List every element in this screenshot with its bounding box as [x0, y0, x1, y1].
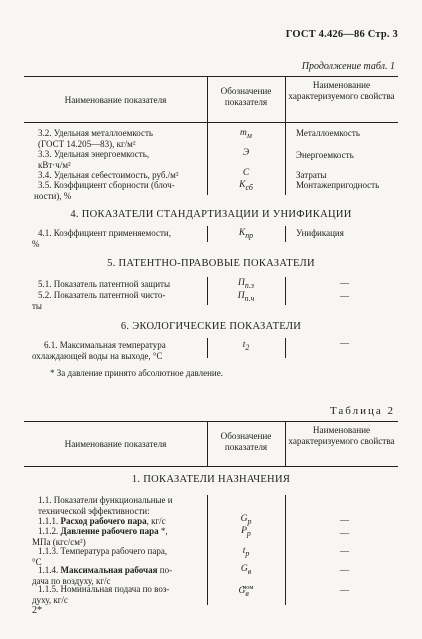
row-symbol: Э	[242, 148, 250, 158]
row-property: —	[340, 528, 349, 538]
table-row-1-1-5: 1.1.5. Номинальная подача по воз- духу, кг/с	[32, 584, 170, 605]
table2-section-title: 1. ПОКАЗАТЕЛИ НАЗНАЧЕНИЯ	[131, 474, 291, 485]
table1-top-rule	[24, 76, 398, 77]
row-symbol: $m_м$	[240, 128, 252, 140]
row-name-line: 3.5. Коэффициент сборности (блоч-	[38, 180, 175, 190]
row-symbol: $P_р$	[241, 526, 251, 538]
table2-col3-header: Наименование характеризуемого свойства	[288, 425, 395, 446]
row-property: —	[340, 546, 349, 556]
intro-line: 1.1. Показатели функциональные и	[38, 495, 173, 505]
column-bar	[285, 338, 286, 358]
continuation-label: Продолжение табл. 1	[301, 61, 395, 72]
table2-col2-header: Обозначение показателя	[220, 431, 272, 452]
table-row-6-1	[32, 340, 166, 361]
table-row-1-1-1: 1.1.1. Расход рабочего пара, кг/с	[38, 516, 166, 526]
table-row-5-2	[32, 290, 166, 311]
row-name-line: МПа (кгс/см²)	[32, 536, 86, 547]
table2-col1-header: Наименование показателя	[64, 439, 167, 449]
row-name-line: 5.1. Показатель патентной защиты	[38, 279, 170, 289]
row-name-line: дача по воздуху, кг/с	[32, 575, 111, 586]
table2-intro	[38, 495, 173, 516]
row-name-line: 3.4. Удельная себестоимость, руб./м²	[38, 170, 179, 180]
row-name-line: охлаждающей воды на выходе, °С	[32, 350, 163, 361]
column-bar	[285, 277, 286, 305]
row-symbol: $П_{п.з}$	[238, 278, 254, 290]
row-symbol: $G_в^{ном}$	[238, 584, 254, 599]
row-property: —	[340, 338, 349, 348]
table1-col2-header: Обозначение показателя	[220, 86, 272, 107]
row-property: —	[340, 565, 349, 575]
row-symbol: $t_2$	[242, 340, 250, 352]
row-property: Металлоемкость	[296, 128, 360, 138]
table-row-3-2	[38, 128, 153, 149]
table-row-1-1-4: 1.1.4. Максимальная рабочая по- дача по воздуху, кг/с	[32, 565, 173, 586]
table2-label: Таблица 2	[329, 405, 395, 417]
footnote: * За давление принято абсолютное давление.	[50, 368, 223, 378]
row-name-line: °С	[32, 556, 42, 567]
row-property: —	[340, 515, 349, 525]
table-row-4-1	[32, 228, 171, 249]
section-6-title: 6. ЭКОЛОГИЧЕСКИЕ ПОКАЗАТЕЛИ	[120, 321, 302, 332]
row-property: Затраты	[296, 170, 327, 180]
row-property: Энергоемкость	[296, 150, 354, 160]
table1-col1-header: Наименование показателя	[64, 95, 167, 105]
table2-top-rule	[24, 421, 398, 422]
table-row-3-4	[38, 170, 179, 181]
row-name-line: кВт·ч/м²	[38, 159, 71, 170]
section-5-title: 5. ПАТЕНТНО-ПРАВОВЫЕ ПОКАЗАТЕЛИ	[107, 258, 315, 269]
row-symbol: $t_р$	[242, 546, 250, 558]
row-name-line: 6.1. Максимальная температура	[44, 340, 166, 350]
row-name-line: 4.1. Коэффициент применяемости,	[38, 228, 171, 238]
row-name-line: ности), %	[34, 190, 72, 201]
row-property: Унификация	[296, 228, 344, 238]
row-symbol: $K_{пр}$	[238, 228, 254, 240]
page-number: 2*	[32, 605, 42, 616]
row-property: —	[340, 291, 349, 301]
section-4-title: 4. ПОКАЗАТЕЛИ СТАНДАРТИЗАЦИИ И УНИФИКАЦИИ	[70, 209, 352, 220]
row-name-line: %	[32, 238, 40, 249]
table-row-3-5	[34, 180, 175, 201]
row-property: —	[340, 278, 349, 288]
page-header: ГОСТ 4.426—86 Стр. 3	[285, 29, 398, 40]
table1-header-rule	[24, 122, 398, 123]
table-row-3-3	[38, 149, 149, 170]
row-symbol: $П_{п.ч}$	[237, 291, 255, 303]
row-name-line: ты	[32, 300, 42, 311]
column-bar	[285, 226, 286, 242]
row-symbol: $G_в$	[240, 564, 252, 576]
row-name-line: 3.3. Удельная энергоемкость,	[38, 149, 150, 159]
table-row-5-1	[38, 279, 170, 290]
row-property: —	[340, 585, 349, 595]
row-symbol: C	[242, 168, 250, 178]
row-name-line: 5.2. Показатель патентной чисто-	[38, 290, 166, 300]
row-name-line: духу, кг/с	[32, 594, 68, 605]
row-name-line: 3.2. Удельная металлоемкость	[38, 128, 153, 138]
row-symbol: $K_{сб}$	[239, 180, 253, 192]
table2-header-rule	[24, 466, 398, 467]
table-row-1-1-2: 1.1.2. Давление рабочего пара *, МПа (кгс/см²)	[32, 526, 168, 547]
table2-body-divider-2	[285, 495, 286, 605]
table-row-1-1-3: 1.1.3. Температура рабочего пара, °С	[32, 546, 168, 567]
row-name-line: (ГОСТ 14.205—83), кг/м²	[38, 138, 136, 149]
table1-col3-header: Наименование характеризуемого свойства	[288, 80, 395, 101]
row-property: Монтажепригодность	[296, 180, 380, 190]
row-symbol: $G_р$	[240, 514, 252, 526]
table1-body-divider-2	[285, 122, 286, 195]
intro-line: технической эффективности:	[38, 505, 150, 516]
